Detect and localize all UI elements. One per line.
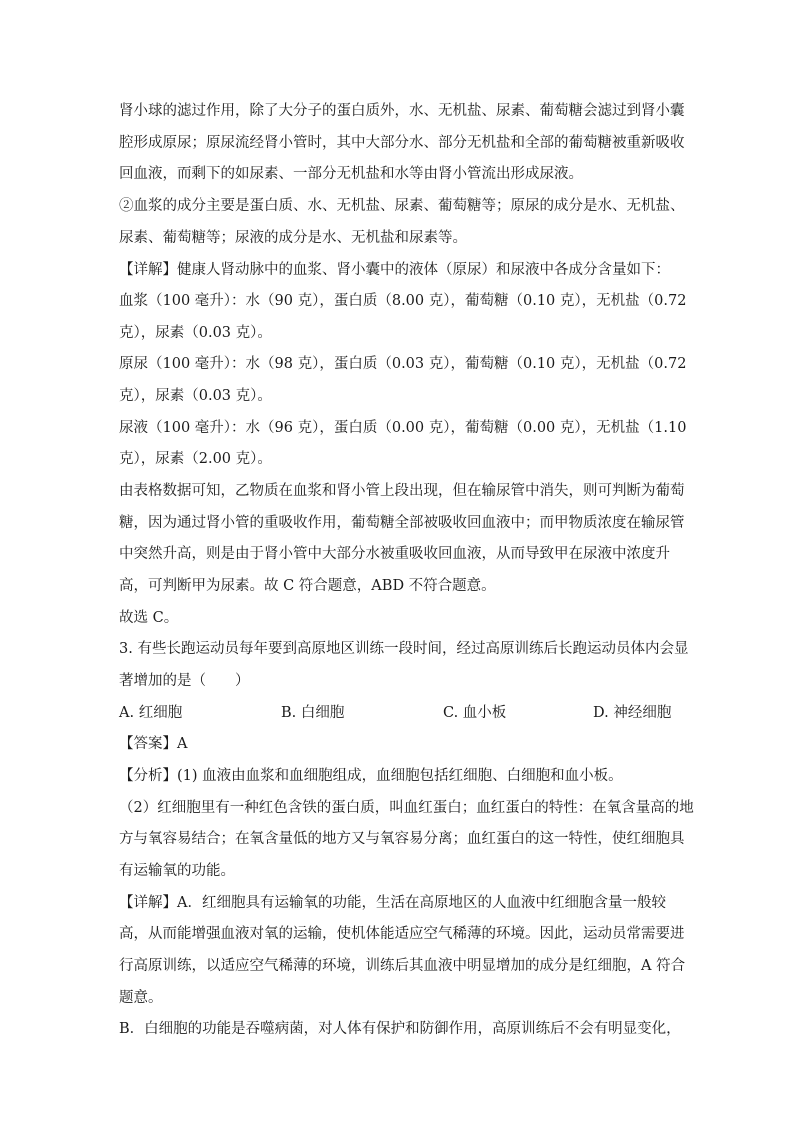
text-line: 肾小球的滤过作用，除了大分子的蛋白质外，水、无机盐、尿素、葡萄糖会滤过到肾小囊 bbox=[119, 103, 685, 119]
option-c: C. 血小板 bbox=[443, 705, 507, 721]
text-line: 血浆（100 毫升）：水（90 克），蛋白质（8.00 克），葡萄糖（0.10 克），无机盐（0.72 bbox=[119, 293, 687, 309]
text-line: 【详解】A．红细胞具有运输氧的功能，生活在高原地区的人血液中红细胞含量一般较 bbox=[119, 895, 666, 911]
text-line: 故选 C。 bbox=[119, 610, 179, 626]
text-line: 克），尿素（2.00 克）。 bbox=[119, 451, 272, 467]
answer-line: 【答案】A bbox=[119, 736, 188, 752]
option-d: D. 神经细胞 bbox=[593, 705, 672, 721]
question-stem: 著增加的是（ ） bbox=[119, 673, 250, 689]
analysis-line: 【分析】(1) 血液由血浆和血细胞组成，血细胞包括红细胞、白细胞和血小板。 bbox=[119, 768, 623, 784]
option-b: B. 白细胞 bbox=[281, 705, 345, 721]
text-line: 克），尿素（0.03 克）。 bbox=[119, 388, 272, 404]
text-line: 腔形成原尿；原尿流经肾小管时，其中大部分水、部分无机盐和全部的葡萄糖被重新吸收 bbox=[119, 135, 685, 151]
text-line: 行高原训练，以适应空气稀薄的环境，训练后其血液中明显增加的成分是红细胞，A 符合 bbox=[119, 958, 686, 974]
text-line: 回血液，而剩下的如尿素、一部分无机盐和水等由肾小管流出形成尿液。 bbox=[119, 166, 583, 182]
text-line: 尿素、葡萄糖等；尿液的成分是水、无机盐和尿素等。 bbox=[119, 230, 467, 246]
text-line: 中突然升高，则是由于肾小管中大部分水被重吸收回血液，从而导致甲在尿液中浓度升 bbox=[119, 546, 670, 562]
option-a: A. 红细胞 bbox=[119, 705, 183, 721]
text-line: 由表格数据可知，乙物质在血浆和肾小管上段出现，但在输尿管中消失，则可判断为葡萄 bbox=[119, 483, 685, 499]
text-line: （2）红细胞里有一种红色含铁的蛋白质，叫血红蛋白；血红蛋白的特性：在氧含量高的地 bbox=[119, 800, 694, 816]
text-line: ②血浆的成分主要是蛋白质、水、无机盐、尿素、葡萄糖等；原尿的成分是水、无机盐、 bbox=[119, 198, 685, 214]
text-line: 高，可判断甲为尿素。故 C 符合题意，ABD 不符合题意。 bbox=[119, 578, 496, 594]
text-line: 【详解】健康人肾动脉中的血浆、肾小囊中的液体（原尿）和尿液中各成分含量如下： bbox=[119, 262, 670, 278]
text-line: 尿液（100 毫升）：水（96 克），蛋白质（0.00 克），葡萄糖（0.00 克），无机盐（1.10 bbox=[119, 420, 687, 436]
text-line: 原尿（100 毫升）：水（98 克），蛋白质（0.03 克），葡萄糖（0.10 克），无机盐（0.72 bbox=[119, 356, 687, 372]
text-line: 方与氧容易结合；在氧含量低的地方又与氧容易分离；血红蛋白的这一特性，使红细胞具 bbox=[119, 831, 685, 847]
text-line: 克），尿素（0.03 克）。 bbox=[119, 325, 272, 341]
question-stem: 3. 有些长跑运动员每年要到高原地区训练一段时间，经过高原训练后长跑运动员体内会显 bbox=[119, 641, 689, 657]
text-line: 高，从而能增强血液对氧的运输，使机体能适应空气稀薄的环境。因此，运动员常需要进 bbox=[119, 926, 685, 942]
text-line: B．白细胞的功能是吞噬病菌，对人体有保护和防御作用，高原训练后不会有明显变化， bbox=[119, 1021, 681, 1037]
text-line: 糖，因为通过肾小管的重吸收作用，葡萄糖全部被吸收回血液中；而甲物质浓度在输尿管 bbox=[119, 515, 685, 531]
text-line: 题意。 bbox=[119, 990, 163, 1006]
text-line: 有运输氧的功能。 bbox=[119, 863, 235, 879]
